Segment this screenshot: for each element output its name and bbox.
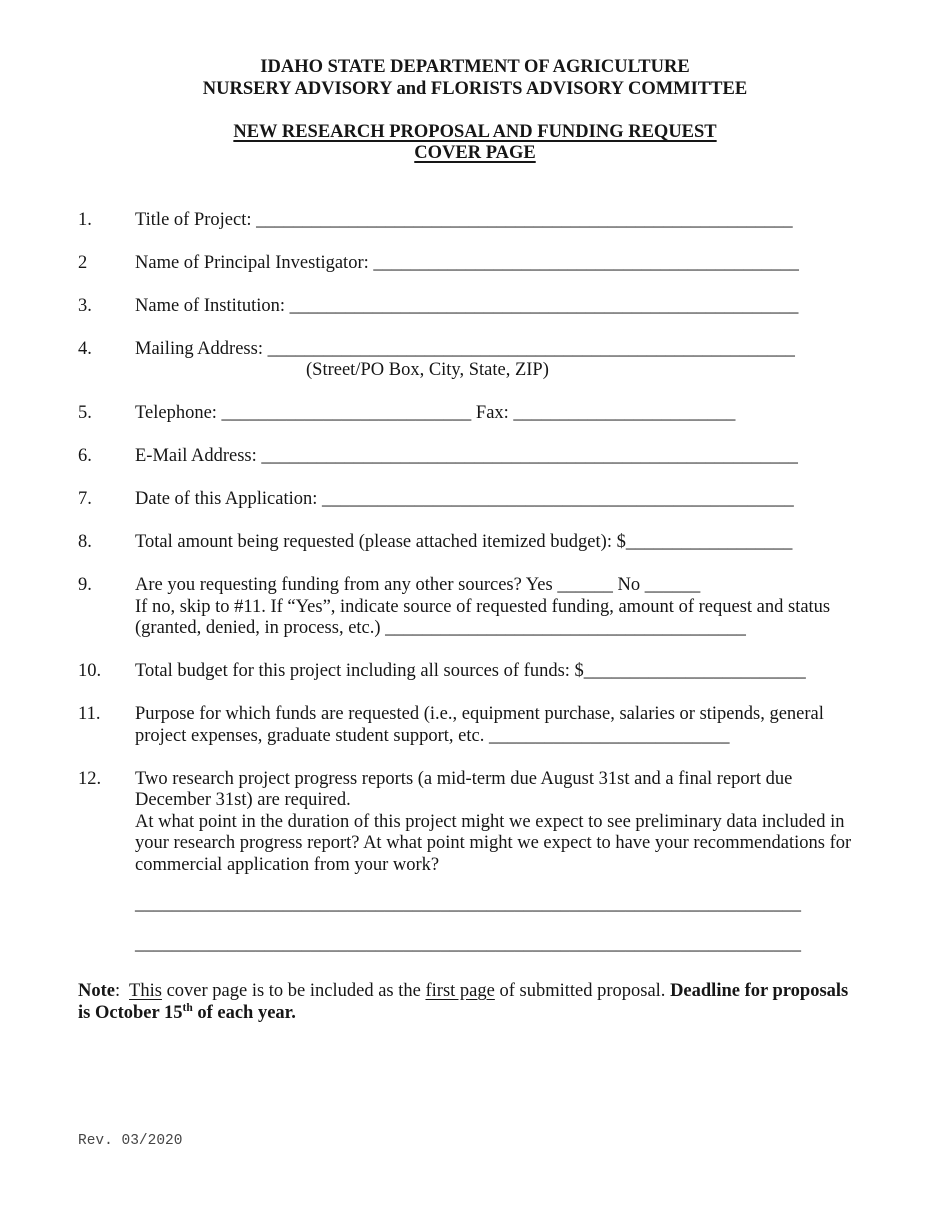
form-text-line: project expenses, graduate student support, etc. __________________________ bbox=[135, 725, 730, 746]
item-body bbox=[135, 575, 950, 640]
revision-stamp: Rev. 03/2020 bbox=[78, 1133, 183, 1149]
org-name-line-1: IDAHO STATE DEPARTMENT OF AGRICULTURE bbox=[260, 57, 690, 77]
note-text-1: cover page is to be included as the bbox=[161, 981, 426, 1001]
item-number: 9. bbox=[78, 575, 92, 595]
item-body bbox=[135, 339, 950, 382]
form-text-line: Total amount being requested (please attached itemized budget): $__________________ bbox=[135, 532, 793, 552]
form-item-telephone-fax bbox=[78, 403, 950, 425]
item-body bbox=[135, 532, 950, 554]
item-number: 5. bbox=[78, 403, 92, 423]
note-label: Note bbox=[78, 981, 115, 1001]
form-text-line: Mailing Address: _________________________________________________________ bbox=[135, 338, 795, 359]
item-body bbox=[135, 489, 950, 511]
document-title-line-1: NEW RESEARCH PROPOSAL AND FUNDING REQUEST bbox=[233, 121, 717, 142]
form-item-progress-reports bbox=[78, 769, 950, 956]
form-text-line: Title of Project: __________________________________________________________ bbox=[135, 209, 793, 230]
form-text-line: Are you requesting funding from any other sources? Yes ______ No ______ bbox=[135, 575, 701, 595]
item-number: 6. bbox=[78, 446, 92, 466]
item-number: 4. bbox=[78, 338, 92, 359]
document-title bbox=[0, 122, 950, 165]
form-item-institution bbox=[78, 296, 950, 318]
form-text-line: Total budget for this project including all sources of funds: $________________________ bbox=[135, 661, 806, 681]
note-text-2: of submitted proposal. bbox=[494, 981, 671, 1001]
item-number: 2 bbox=[78, 252, 88, 273]
form-text-line: Date of this Application: ___________________________________________________ bbox=[135, 489, 794, 509]
form-text-line: December 31st) are required. bbox=[135, 790, 351, 810]
form-item-title-of-project bbox=[78, 210, 950, 232]
form-text-line: Name of Principal Investigator: ______________________________________________ bbox=[135, 252, 799, 273]
form-item-total-budget bbox=[78, 661, 950, 683]
form-text-line: your research progress report? At what point might we expect to have your recommendations for bbox=[135, 833, 852, 853]
item-body bbox=[135, 210, 950, 232]
form-item-principal-investigator bbox=[78, 253, 950, 275]
form-item-email-address bbox=[78, 446, 950, 468]
form-text-line: commercial application from your work? bbox=[135, 854, 440, 875]
item-number: 1. bbox=[78, 209, 92, 230]
form-text-line: Purpose for which funds are requested (i.e., equipment purchase, salaries or stipends, general bbox=[135, 704, 824, 724]
item-number: 8. bbox=[78, 532, 92, 552]
item-body bbox=[135, 769, 950, 956]
note-underlined-first-page: first page bbox=[425, 981, 495, 1001]
item-number: 11. bbox=[78, 704, 101, 724]
item-number: 10. bbox=[78, 661, 102, 681]
note-deadline-text-2: is October 15 bbox=[78, 1002, 183, 1023]
item-number: 12. bbox=[78, 768, 102, 789]
note-underlined-this: This bbox=[129, 981, 162, 1001]
note-separator: : bbox=[114, 981, 130, 1001]
note-deadline-text-3: of each year. bbox=[192, 1002, 296, 1023]
form-text-line: If no, skip to #11. If “Yes”, indicate source of requested funding, amount of request and status bbox=[135, 596, 831, 617]
note-deadline-text-1: Deadline for proposals bbox=[670, 981, 849, 1001]
form-text-line: E-Mail Address: __________________________________________________________ bbox=[135, 446, 798, 466]
form-text-line: Name of Institution: _______________________________________________________ bbox=[135, 295, 799, 316]
form-text-line: Telephone: ___________________________ Fax: ________________________ bbox=[135, 403, 736, 423]
item-number: 7. bbox=[78, 489, 92, 509]
field-hint: (Street/PO Box, City, State, ZIP) bbox=[306, 360, 549, 380]
form-text-line: (granted, denied, in process, etc.) _______________________________________ bbox=[135, 618, 746, 638]
form-text-line: At what point in the duration of this project might we expect to see preliminary data included in bbox=[135, 811, 845, 832]
note-paragraph bbox=[78, 981, 918, 1024]
item-body bbox=[135, 661, 950, 683]
form-item-other-funding-sources bbox=[78, 575, 950, 640]
form-item-application-date bbox=[78, 489, 950, 511]
ordinal-superscript: th bbox=[182, 1001, 193, 1014]
item-body bbox=[135, 403, 950, 425]
blank-answer-line: ________________________________________________________________________ bbox=[135, 894, 801, 914]
item-body bbox=[135, 253, 950, 275]
form-item-funds-purpose bbox=[78, 704, 950, 747]
item-body bbox=[135, 704, 950, 747]
form-items-list bbox=[0, 210, 950, 956]
item-body bbox=[135, 446, 950, 468]
item-body bbox=[135, 296, 950, 318]
document-title-line-2: COVER PAGE bbox=[414, 143, 536, 163]
blank-answer-line: ________________________________________________________________________ bbox=[135, 933, 801, 954]
form-item-total-amount-requested bbox=[78, 532, 950, 554]
form-item-mailing-address bbox=[78, 339, 950, 382]
item-number: 3. bbox=[78, 295, 92, 316]
form-text-line: Two research project progress reports (a mid-term due August 31st and a final report due bbox=[135, 768, 793, 789]
document-header bbox=[0, 57, 950, 100]
org-name-line-2: NURSERY ADVISORY and FLORISTS ADVISORY COMMITTEE bbox=[202, 78, 748, 99]
